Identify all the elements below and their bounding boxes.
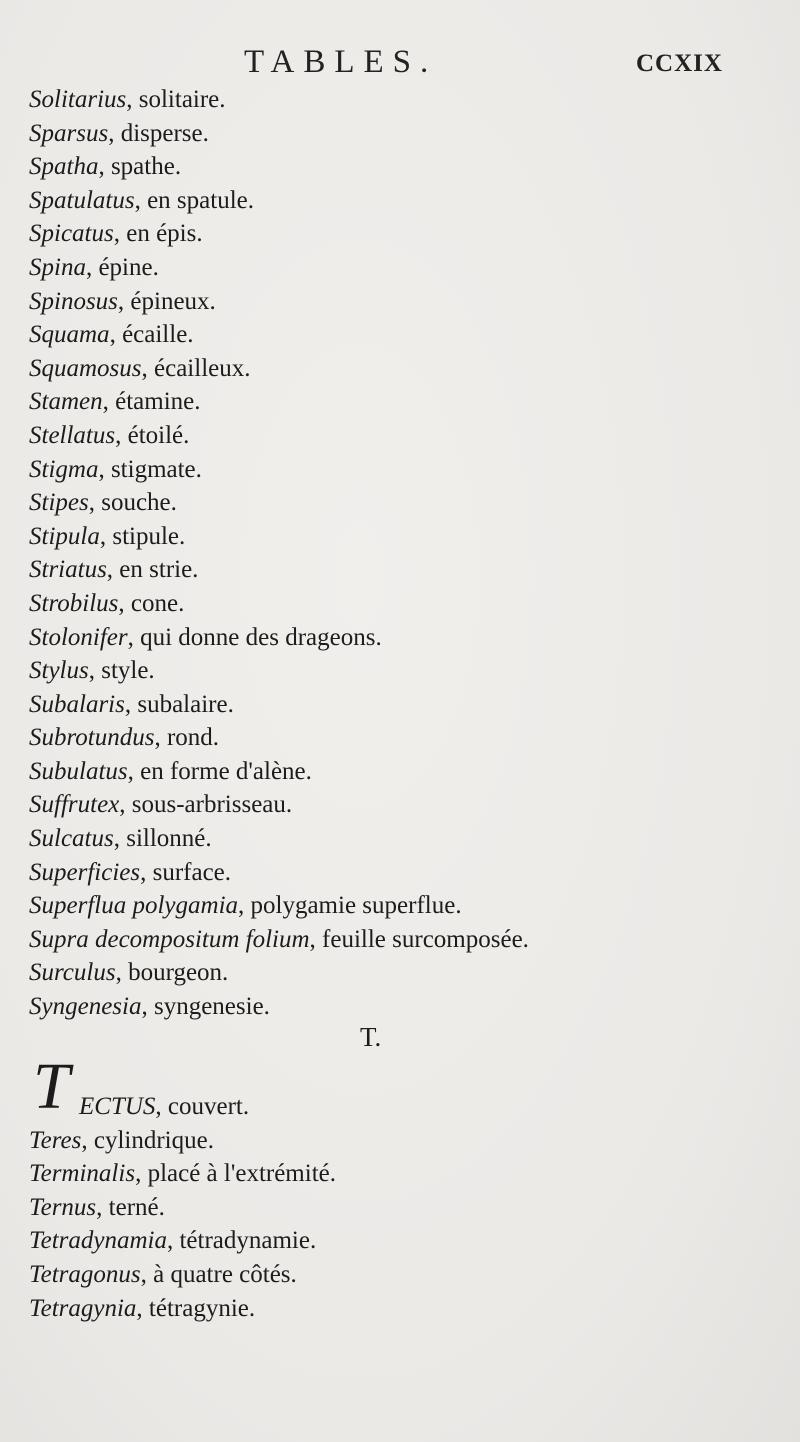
latin-term: Subalaris (29, 690, 125, 718)
separator: , (127, 623, 141, 651)
glossary-entry (29, 453, 749, 487)
latin-term: Terminalis (29, 1160, 136, 1188)
french-gloss: souche. (101, 489, 177, 517)
latin-term: Subulatus (29, 757, 128, 785)
glossary-entry (29, 923, 749, 957)
separator: , (154, 724, 167, 752)
separator: , (115, 421, 128, 449)
french-gloss: syngenesie. (153, 993, 270, 1021)
separator: , (81, 1126, 94, 1154)
french-gloss: écailleux. (154, 354, 251, 382)
french-gloss: style. (101, 657, 155, 685)
latin-term: Suffrutex (29, 791, 120, 819)
page-header (0, 40, 800, 80)
latin-term: Strobilus (29, 589, 119, 617)
separator: , (140, 1260, 154, 1288)
glossary-entry (29, 83, 749, 117)
glossary-entry (29, 1124, 749, 1158)
latin-term: Spatha (29, 153, 99, 181)
latin-term: Stipula (29, 522, 100, 550)
french-gloss: en épis. (126, 220, 203, 248)
glossary-entry (29, 755, 749, 789)
glossary-entry (29, 1191, 749, 1225)
separator: , (309, 925, 323, 953)
folio-number: CCXIX (636, 50, 723, 77)
french-gloss: étoilé. (127, 421, 190, 449)
latin-term: Subrotundus (29, 724, 155, 752)
french-gloss: placé à l'extrémité. (147, 1160, 336, 1188)
french-gloss: rond. (166, 724, 220, 752)
separator: , (118, 589, 131, 617)
separator: , (113, 220, 127, 248)
separator: , (155, 1093, 168, 1120)
french-gloss: épineux. (130, 287, 216, 315)
french-gloss: stigmate. (110, 455, 202, 483)
french-gloss: à quatre côtés. (153, 1260, 297, 1288)
latin-term: Spicatus (29, 220, 114, 248)
latin-term: Ternus (29, 1193, 97, 1221)
glossary-entry (29, 889, 749, 923)
glossary-entry (29, 520, 749, 554)
glossary-entry (29, 856, 749, 890)
separator: , (117, 287, 131, 315)
latin-term: Tetradynamia (29, 1227, 167, 1255)
french-gloss: tétragynie. (148, 1294, 256, 1322)
glossary-list-t (29, 1090, 749, 1325)
french-gloss: couvert. (167, 1093, 250, 1120)
french-gloss: stipule. (112, 522, 186, 550)
latin-term: Stamen (29, 388, 103, 416)
latin-term: Squama (29, 321, 110, 349)
latin-term: Superflua polygamia (29, 892, 239, 920)
french-gloss: cylindrique. (93, 1126, 214, 1154)
glossary-entry (29, 419, 749, 453)
french-gloss: subalaire. (137, 690, 234, 718)
glossary-entry (29, 385, 749, 419)
separator: , (127, 757, 141, 785)
glossary-entry (29, 150, 749, 184)
french-gloss: cone. (130, 589, 185, 617)
latin-term: Tetragynia (29, 1294, 137, 1322)
separator: , (102, 388, 116, 416)
latin-term: Supra decompositum folium (29, 925, 310, 953)
french-gloss: solitaire. (138, 86, 226, 113)
separator: , (136, 1294, 149, 1322)
glossary-entry (29, 621, 749, 655)
glossary-entry (29, 721, 749, 755)
glossary-entry (29, 352, 749, 386)
glossary-entry (29, 285, 749, 319)
latin-term: Stigma (29, 455, 99, 483)
french-gloss: écaille. (122, 321, 194, 349)
glossary-entry (29, 1224, 749, 1258)
drop-cap: T (33, 1050, 70, 1123)
latin-term: Surculus (29, 959, 116, 987)
french-gloss: épine. (98, 253, 159, 281)
french-gloss: en spatule. (147, 186, 254, 214)
latin-term: Striatus (29, 556, 107, 584)
separator: , (140, 858, 153, 886)
latin-term: Teres (29, 1126, 82, 1154)
separator: , (115, 959, 129, 987)
separator: , (85, 253, 99, 281)
glossary-entry (29, 217, 749, 251)
separator: , (135, 1160, 148, 1188)
french-gloss: sillonné. (126, 825, 212, 853)
latin-term: Superficies (29, 858, 141, 886)
french-gloss: polygamie superflue. (250, 892, 462, 920)
french-gloss: étamine. (115, 388, 201, 416)
french-gloss: spathe. (110, 153, 182, 181)
glossary-list-s (29, 83, 749, 1024)
latin-term: Sparsus (29, 119, 109, 147)
section-heading: T. (360, 1022, 382, 1052)
latin-term: Stellatus (29, 421, 116, 449)
latin-term: Spatulatus (29, 186, 135, 214)
french-gloss: sous-arbrisseau. (131, 791, 293, 819)
latin-term: ECTUS (79, 1093, 156, 1120)
latin-term: Syngenesia (29, 993, 142, 1021)
glossary-entry (29, 486, 749, 520)
separator: , (141, 354, 155, 382)
separator: , (113, 825, 127, 853)
separator: , (141, 993, 154, 1021)
glossary-entry (29, 654, 749, 688)
glossary-entry (29, 1157, 749, 1191)
separator: , (124, 690, 138, 718)
separator: , (238, 892, 251, 920)
glossary-entry (29, 1090, 749, 1124)
glossary-entry (29, 990, 749, 1024)
french-gloss: qui donne des drageons. (140, 623, 382, 651)
glossary-entry (29, 822, 749, 856)
french-gloss: en strie. (119, 556, 199, 584)
latin-term: Stolonifer (29, 623, 128, 651)
latin-term: Spinosus (29, 287, 118, 315)
separator: , (98, 153, 111, 181)
separator: , (106, 556, 120, 584)
french-gloss: bourgeon. (128, 959, 229, 987)
latin-term: Spina (29, 253, 86, 281)
glossary-entry (29, 1258, 749, 1292)
latin-term: Stipes (29, 489, 89, 517)
french-gloss: feuille surcomposée. (322, 925, 529, 953)
glossary-entry (29, 788, 749, 822)
separator: , (126, 86, 139, 113)
separator: , (119, 791, 132, 819)
glossary-entry (29, 1292, 749, 1326)
separator: , (96, 1193, 109, 1221)
separator: , (88, 657, 102, 685)
glossary-entry (29, 184, 749, 218)
separator: , (88, 489, 102, 517)
latin-term: Sulcatus (29, 825, 114, 853)
latin-term: Stylus (29, 657, 89, 685)
latin-term: Squamosus (29, 354, 142, 382)
french-gloss: surface. (152, 858, 232, 886)
glossary-entry (29, 251, 749, 285)
separator: , (109, 321, 123, 349)
french-gloss: tétradynamie. (179, 1227, 317, 1255)
separator: , (108, 119, 121, 147)
separator: , (99, 522, 113, 550)
glossary-entry (29, 553, 749, 587)
glossary-entry (29, 318, 749, 352)
separator: , (134, 186, 148, 214)
running-title: TABLES. (244, 44, 438, 80)
separator: , (98, 455, 111, 483)
latin-term: Solitarius (29, 86, 127, 113)
french-gloss: disperse. (120, 119, 209, 147)
glossary-entry (29, 956, 749, 990)
french-gloss: en forme d'alène. (140, 757, 312, 785)
glossary-entry (29, 688, 749, 722)
glossary-entry (29, 117, 749, 151)
latin-term: Tetragonus (29, 1260, 141, 1288)
separator: , (166, 1227, 180, 1255)
glossary-entry (29, 587, 749, 621)
french-gloss: terné. (108, 1193, 165, 1221)
